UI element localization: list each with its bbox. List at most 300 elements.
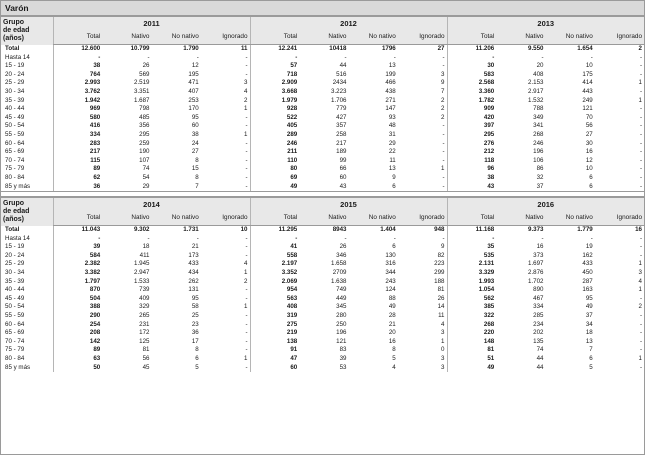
value-cell: 522 <box>250 114 299 123</box>
value-cell: 31 <box>388 130 396 138</box>
value-cell: 388 <box>53 303 102 312</box>
value-cell: 30 <box>585 139 593 147</box>
value-cell: - <box>245 53 248 61</box>
column-header: Ignorado <box>398 211 447 226</box>
table-row <box>1 114 644 123</box>
value-cell: 223 <box>434 260 445 268</box>
age-group-label: (años) <box>3 35 24 42</box>
value-cell: 322 <box>447 312 496 321</box>
value-cell: - <box>447 54 496 63</box>
value-cell: 749 <box>336 286 347 294</box>
value-cell: 6 <box>392 243 396 251</box>
value-cell: 7 <box>589 346 593 354</box>
value-cell: 142 <box>53 338 102 347</box>
value-cell: 170 <box>188 105 199 113</box>
value-cell: 107 <box>139 156 150 164</box>
value-cell: 890 <box>533 286 544 294</box>
value-cell: 349 <box>533 113 544 121</box>
value-cell: 258 <box>336 130 347 138</box>
value-cell: 416 <box>53 122 102 131</box>
data-table <box>1 197 644 372</box>
age-group-label: (años) <box>3 216 24 224</box>
value-cell: 3 <box>441 363 445 371</box>
value-cell: 5 <box>195 363 199 371</box>
value-cell: 93 <box>388 113 396 121</box>
year-header: 2012 <box>250 17 447 31</box>
value-cell: 196 <box>533 148 544 156</box>
table-row <box>1 252 644 261</box>
value-cell: 788 <box>533 105 544 113</box>
value-cell: 60 <box>339 173 347 181</box>
value-cell: 47 <box>250 355 299 364</box>
value-cell: 1 <box>244 303 248 311</box>
value-cell: 54 <box>142 173 150 181</box>
value-cell: - <box>639 165 642 173</box>
table-row <box>1 329 644 338</box>
value-cell: 287 <box>582 277 593 285</box>
value-cell: 163 <box>582 286 593 294</box>
value-cell: 562 <box>447 295 496 304</box>
value-cell: 268 <box>533 130 544 138</box>
column-header: No nativo <box>349 211 398 226</box>
value-cell: 10 <box>585 165 593 173</box>
value-cell: 285 <box>533 312 544 320</box>
table-row <box>1 131 644 140</box>
value-cell: 262 <box>188 277 199 285</box>
table-row <box>1 105 644 114</box>
table-row <box>1 79 644 88</box>
column-header: Nativo <box>496 211 545 226</box>
column-header: Ignorado <box>398 30 447 45</box>
value-cell: 2.993 <box>53 79 102 88</box>
value-cell: 1.702 <box>528 277 544 285</box>
table-row <box>1 295 644 304</box>
table-row <box>1 355 644 364</box>
age-group-cell: 50 - 54 <box>5 122 25 130</box>
value-cell: 289 <box>250 131 299 140</box>
value-cell: 3.351 <box>134 87 150 95</box>
value-cell: 95 <box>191 294 199 302</box>
value-cell: - <box>639 337 642 345</box>
value-cell: 188 <box>434 277 445 285</box>
value-cell: - <box>344 53 347 61</box>
value-cell: 319 <box>250 312 299 321</box>
value-cell: 250 <box>336 320 347 328</box>
value-cell: - <box>442 156 445 164</box>
value-cell: - <box>245 165 248 173</box>
value-cell: 2434 <box>332 79 347 87</box>
age-group-cell: 85 y más <box>5 182 31 190</box>
table-row <box>1 278 644 287</box>
table-row <box>1 260 644 269</box>
column-header: Ignorado <box>201 211 250 226</box>
value-cell: 909 <box>447 105 496 114</box>
age-group-cell: 45 - 49 <box>5 113 25 121</box>
table-row <box>1 286 644 295</box>
value-cell: 1.654 <box>577 45 593 52</box>
value-cell: 29 <box>142 182 150 190</box>
value-cell: - <box>639 148 642 156</box>
column-header: Total <box>447 30 496 45</box>
age-group-header <box>1 17 53 45</box>
value-cell: 3.762 <box>53 88 102 97</box>
value-cell: 3.223 <box>331 87 347 95</box>
age-group-cell: 50 - 54 <box>5 303 25 311</box>
value-cell: 11 <box>240 45 248 52</box>
value-cell: 12.600 <box>53 45 102 54</box>
value-cell: 175 <box>582 70 593 78</box>
value-cell: 217 <box>53 148 102 157</box>
value-cell: 13 <box>585 337 593 345</box>
value-cell: 450 <box>582 269 593 277</box>
value-cell: - <box>245 139 248 147</box>
section-title: Varón <box>1 1 644 16</box>
value-cell: - <box>245 156 248 164</box>
value-cell: 2.197 <box>250 260 299 269</box>
column-header: Total <box>53 211 102 226</box>
age-group-cell: 70 - 74 <box>5 156 25 164</box>
value-cell: 1 <box>638 260 642 268</box>
value-cell: - <box>245 113 248 121</box>
value-cell: 115 <box>53 157 102 166</box>
value-cell: 253 <box>188 96 199 104</box>
value-cell: 49 <box>585 303 593 311</box>
value-cell: 38 <box>53 62 102 71</box>
value-cell: 89 <box>53 165 102 174</box>
value-cell: 39 <box>339 355 347 362</box>
value-cell: 346 <box>336 251 347 259</box>
value-cell: - <box>442 53 445 61</box>
value-cell: 11.168 <box>447 226 496 235</box>
value-cell: 3.382 <box>53 269 102 278</box>
value-cell: 18 <box>142 243 150 251</box>
value-cell: - <box>245 312 248 320</box>
value-cell: 234 <box>533 320 544 328</box>
value-cell: - <box>639 70 642 78</box>
age-group-cell: 60 - 64 <box>5 320 25 328</box>
value-cell: 344 <box>385 269 396 277</box>
value-cell: 37 <box>536 182 544 190</box>
value-cell: 44 <box>339 62 347 70</box>
value-cell: 558 <box>250 252 299 261</box>
age-group-cell: 45 - 49 <box>5 294 25 302</box>
value-cell: 928 <box>250 105 299 114</box>
value-cell: 9 <box>392 173 396 181</box>
value-cell: 357 <box>336 122 347 130</box>
value-cell: 106 <box>533 156 544 164</box>
value-cell: 411 <box>139 251 150 259</box>
table-row <box>1 338 644 347</box>
value-cell: 199 <box>385 70 396 78</box>
value-cell: - <box>442 62 445 70</box>
value-cell: 9 <box>441 243 445 251</box>
value-cell: 195 <box>188 70 199 78</box>
value-cell: 2 <box>441 113 445 121</box>
value-cell: 70 <box>585 113 593 121</box>
value-cell: 43 <box>447 183 496 192</box>
value-cell: 74 <box>142 165 150 173</box>
value-cell: 50 <box>53 364 102 373</box>
age-group-cell: 80 - 84 <box>5 355 25 362</box>
value-cell: 1.942 <box>53 97 102 106</box>
value-cell: 189 <box>336 148 347 156</box>
value-cell: 3 <box>441 355 445 362</box>
value-cell: 407 <box>188 87 199 95</box>
value-cell: 11.295 <box>250 226 299 235</box>
value-cell: 44 <box>536 355 544 362</box>
value-cell: 414 <box>582 79 593 87</box>
age-group-cell: 15 - 19 <box>5 62 25 70</box>
value-cell: 2.069 <box>250 278 299 287</box>
value-cell: 56 <box>585 122 593 130</box>
table-row <box>1 122 644 131</box>
value-cell: 25 <box>191 312 199 320</box>
value-cell: 1.779 <box>577 226 593 234</box>
value-cell: 44 <box>536 363 544 371</box>
year-header: 2016 <box>447 198 644 212</box>
value-cell: 41 <box>250 243 299 252</box>
value-cell: 433 <box>582 260 593 268</box>
table-row <box>1 243 644 252</box>
value-cell: 2.909 <box>250 79 299 88</box>
value-cell: 4 <box>638 277 642 285</box>
value-cell: 16 <box>536 243 544 251</box>
value-cell: 271 <box>385 96 396 104</box>
age-group-cell: 20 - 24 <box>5 70 25 78</box>
value-cell: 30 <box>447 62 496 71</box>
value-cell: 1.790 <box>183 45 199 52</box>
value-cell: 138 <box>250 338 299 347</box>
value-cell: 45 <box>142 363 150 371</box>
value-cell: 36 <box>53 183 102 192</box>
value-cell: - <box>639 62 642 70</box>
value-cell: - <box>245 294 248 302</box>
value-cell: - <box>442 148 445 156</box>
value-cell: 779 <box>336 105 347 113</box>
value-cell: 3.352 <box>250 269 299 278</box>
value-cell: 563 <box>250 295 299 304</box>
table-row <box>1 157 644 166</box>
value-cell: 1.687 <box>134 96 150 104</box>
value-cell: 11 <box>389 156 396 164</box>
value-cell: 2 <box>638 303 642 311</box>
value-cell: 26 <box>339 243 347 251</box>
year-header: 2011 <box>53 17 250 31</box>
table-row <box>1 235 644 244</box>
age-group-cell: 30 - 34 <box>5 87 25 95</box>
value-cell: - <box>639 294 642 302</box>
value-cell: 10.799 <box>130 45 150 52</box>
table-row <box>1 140 644 149</box>
year-header: 2014 <box>53 198 250 212</box>
value-cell: 12 <box>585 156 593 164</box>
table-row <box>1 165 644 174</box>
value-cell: 26 <box>142 62 150 70</box>
value-cell: 316 <box>385 260 396 268</box>
value-cell: 131 <box>188 286 199 294</box>
value-cell: - <box>393 234 396 242</box>
value-cell: 17 <box>191 337 199 345</box>
value-cell: 948 <box>434 226 445 234</box>
value-cell: 11 <box>438 312 445 320</box>
value-cell: 173 <box>188 251 199 259</box>
value-cell: - <box>541 53 544 61</box>
value-cell: 196 <box>336 329 347 337</box>
value-cell: 63 <box>53 355 102 364</box>
value-cell: 135 <box>533 337 544 345</box>
age-group-cell: Hasta 14 <box>5 53 30 61</box>
value-cell: 7 <box>195 182 199 190</box>
value-cell: 1.706 <box>331 96 347 104</box>
value-cell: 32 <box>536 173 544 181</box>
value-cell: - <box>639 329 642 337</box>
value-cell: 569 <box>139 70 150 78</box>
value-cell: - <box>590 234 593 242</box>
value-cell: - <box>245 346 248 354</box>
value-cell: - <box>442 234 445 242</box>
value-cell: 9.373 <box>528 226 544 234</box>
value-cell: 2 <box>244 96 248 104</box>
value-cell: 20 <box>388 329 396 337</box>
value-cell: 1.638 <box>331 277 347 285</box>
value-cell: 471 <box>188 79 199 87</box>
value-cell: 202 <box>533 329 544 337</box>
age-group-cell: 40 - 44 <box>5 105 25 113</box>
value-cell: - <box>245 286 248 294</box>
value-cell: 26 <box>437 294 445 302</box>
value-cell: - <box>639 320 642 328</box>
value-cell: 798 <box>139 105 150 113</box>
value-cell: 219 <box>250 329 299 338</box>
value-cell: 35 <box>447 243 496 252</box>
value-cell: 1 <box>244 355 248 362</box>
value-cell: 10418 <box>329 45 347 52</box>
value-cell: 870 <box>53 286 102 295</box>
year-header: 2013 <box>447 17 644 31</box>
value-cell: 385 <box>447 303 496 312</box>
value-cell: 16 <box>388 337 396 345</box>
value-cell: 2.876 <box>528 269 544 277</box>
column-header: Nativo <box>496 30 545 45</box>
value-cell: 56 <box>142 355 150 362</box>
value-cell: 124 <box>385 286 396 294</box>
value-cell: 6 <box>589 173 593 181</box>
value-cell: 583 <box>447 71 496 80</box>
table-row <box>1 226 644 235</box>
column-header: No nativo <box>546 211 595 226</box>
value-cell: 2.153 <box>528 79 544 87</box>
value-cell: 373 <box>533 251 544 259</box>
value-cell: 49 <box>447 364 496 373</box>
value-cell: - <box>245 148 248 156</box>
value-cell: 1.782 <box>447 97 496 106</box>
value-cell: 268 <box>447 321 496 330</box>
value-cell: 1 <box>244 105 248 113</box>
age-group-label: Grupo <box>3 200 24 208</box>
value-cell: 1.797 <box>53 278 102 287</box>
value-cell: 38 <box>447 174 496 183</box>
value-cell: - <box>147 234 150 242</box>
value-cell: 2 <box>441 105 445 113</box>
value-cell: - <box>245 243 248 251</box>
value-cell: - <box>639 363 642 371</box>
value-cell: 1.993 <box>447 278 496 287</box>
value-cell: 580 <box>53 114 102 123</box>
value-cell: 1 <box>441 165 445 173</box>
value-cell: 275 <box>250 321 299 330</box>
value-cell: - <box>639 122 642 130</box>
value-cell: 22 <box>388 148 396 156</box>
column-header: Total <box>250 30 299 45</box>
value-cell: 246 <box>533 139 544 147</box>
value-cell: 2.568 <box>447 79 496 88</box>
value-cell: 99 <box>339 156 347 164</box>
value-cell: 1.533 <box>134 277 150 285</box>
value-cell: 51 <box>447 355 496 364</box>
value-cell: - <box>245 320 248 328</box>
value-cell: 20 <box>536 62 544 70</box>
value-cell: 246 <box>250 140 299 149</box>
value-cell: 1.054 <box>447 286 496 295</box>
value-cell: 58 <box>191 303 199 311</box>
value-cell: 2.947 <box>134 269 150 277</box>
value-cell: 4 <box>244 260 248 268</box>
value-cell: 254 <box>53 321 102 330</box>
value-cell: 12.241 <box>250 45 299 54</box>
value-cell: 81 <box>447 346 496 355</box>
value-cell: - <box>639 251 642 259</box>
value-cell: - <box>442 139 445 147</box>
age-group-cell: 40 - 44 <box>5 286 25 294</box>
value-cell: 1 <box>244 130 248 138</box>
value-cell: 82 <box>437 251 445 259</box>
column-header: Nativo <box>102 30 151 45</box>
value-cell: 3 <box>441 329 445 337</box>
value-cell: 2 <box>244 277 248 285</box>
value-cell: - <box>245 329 248 337</box>
value-cell: 9 <box>441 79 445 87</box>
value-cell: - <box>639 105 642 113</box>
value-cell: - <box>639 346 642 354</box>
age-group-cell: 60 - 64 <box>5 139 25 147</box>
value-cell: 81 <box>437 286 445 294</box>
age-group-cell: 25 - 29 <box>5 260 25 268</box>
value-cell: 8 <box>195 346 199 354</box>
value-cell: 764 <box>53 71 102 80</box>
table-row <box>1 321 644 330</box>
value-cell: 23 <box>191 320 199 328</box>
value-cell: - <box>245 122 248 130</box>
value-cell: 217 <box>336 139 347 147</box>
value-cell: 283 <box>53 140 102 149</box>
value-cell: - <box>147 53 150 61</box>
value-cell: 1.658 <box>331 260 347 268</box>
value-cell: 21 <box>191 243 199 251</box>
value-cell: 83 <box>339 346 347 354</box>
value-cell: 95 <box>191 113 199 121</box>
value-cell: 1.697 <box>528 260 544 268</box>
value-cell: - <box>639 53 642 61</box>
value-cell: 954 <box>250 286 299 295</box>
value-cell: - <box>250 54 299 63</box>
value-cell: - <box>245 337 248 345</box>
value-cell: 13 <box>388 62 396 70</box>
value-cell: 535 <box>447 252 496 261</box>
year-header-row <box>1 198 644 212</box>
table-row <box>1 97 644 106</box>
age-group-cell: 75 - 79 <box>5 346 25 354</box>
value-cell: 3 <box>244 79 248 87</box>
